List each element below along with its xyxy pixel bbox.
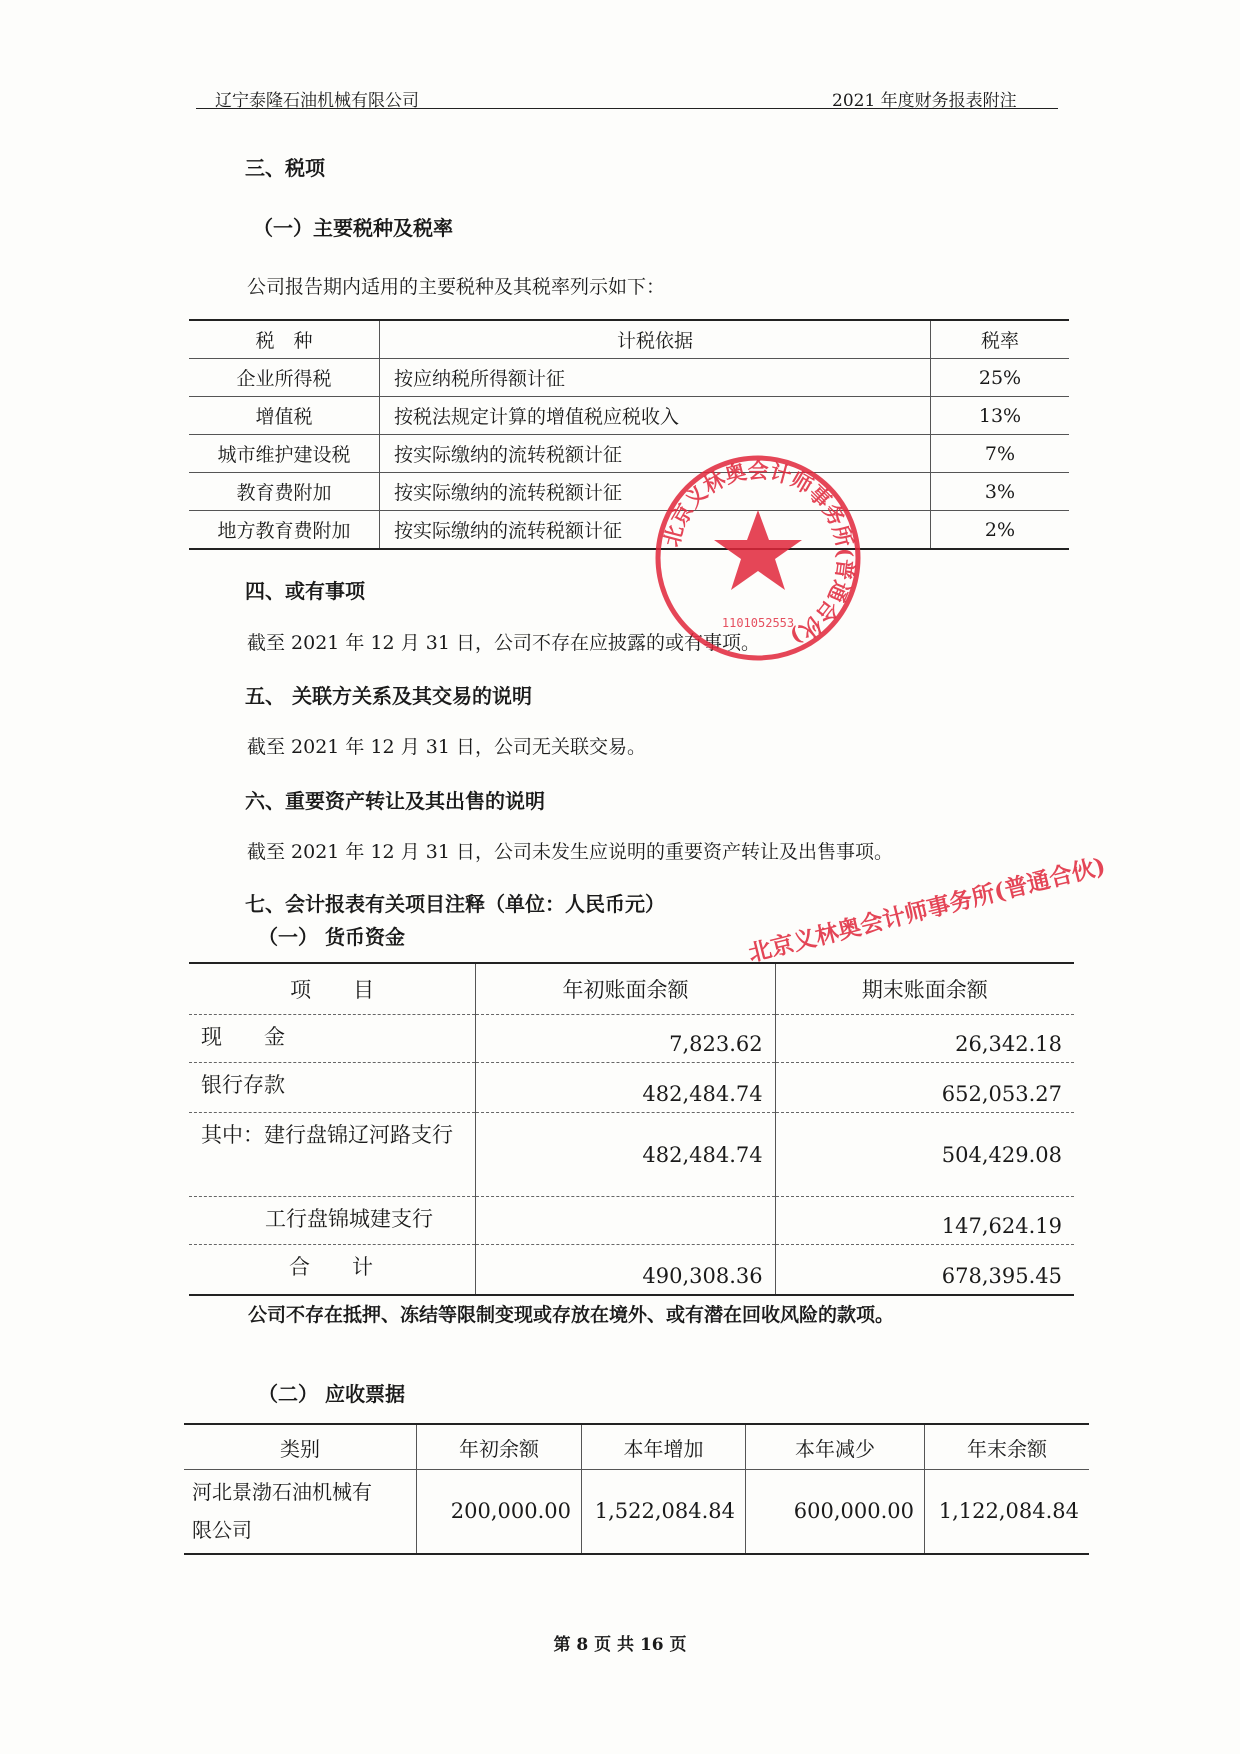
cash-item: 合 计 bbox=[189, 1245, 476, 1295]
page-number: 第 8 页 共 16 页 bbox=[553, 1635, 687, 1655]
cash-begin: 482,484.74 bbox=[476, 1063, 775, 1113]
cash-item: 其中：建行盘锦辽河路支行 bbox=[189, 1113, 476, 1197]
tax-type: 企业所得税 bbox=[189, 359, 380, 397]
cash-item: 现 金 bbox=[189, 1015, 476, 1063]
round-seal-number: 1101052553 bbox=[721, 616, 795, 630]
section-3-title: 三、税项 bbox=[245, 156, 325, 180]
header-cell: 年初账面余额 bbox=[476, 963, 775, 1015]
table-row bbox=[189, 1015, 1074, 1063]
cash-begin: 7,823.62 bbox=[476, 1015, 775, 1063]
table-row bbox=[189, 435, 1069, 473]
table-row bbox=[189, 1245, 1074, 1295]
cash-end: 678,395.45 bbox=[775, 1245, 1074, 1295]
section-5-title: 五、 关联方关系及其交易的说明 bbox=[245, 684, 532, 708]
notes-increase: 1,522,084.84 bbox=[582, 1470, 746, 1554]
notes-end: 1,122,084.84 bbox=[925, 1470, 1090, 1554]
header-cell: 项 目 bbox=[290, 978, 375, 1002]
tax-rate-table bbox=[189, 319, 1069, 550]
section-4-text: 截至 2021 年 12 月 31 日，公司不存在应披露的或有事项。 bbox=[247, 632, 760, 654]
tax-rate: 3% bbox=[931, 473, 1070, 511]
cash-begin: 482,484.74 bbox=[476, 1113, 775, 1197]
table-header-row bbox=[189, 963, 1074, 1015]
section-7-2-title: （二） 应收票据 bbox=[258, 1382, 405, 1406]
section-3-1-title: （一）主要税种及税率 bbox=[253, 216, 453, 240]
cash-end: 26,342.18 bbox=[775, 1015, 1074, 1063]
table-header-row bbox=[189, 320, 1069, 359]
cash-begin bbox=[476, 1197, 775, 1245]
header-report-title: 2021 年度财务报表附注 bbox=[832, 91, 1017, 111]
header-cell: 本年减少 bbox=[746, 1424, 925, 1470]
section-6-title: 六、重要资产转让及其出售的说明 bbox=[245, 789, 545, 813]
header-cell: 年初余额 bbox=[417, 1424, 582, 1470]
table-row bbox=[189, 1113, 1074, 1197]
tax-basis: 按应纳税所得额计征 bbox=[380, 359, 931, 397]
section-7-title: 七、会计报表有关项目注释（单位：人民币元） bbox=[245, 892, 665, 916]
header-rule bbox=[196, 108, 1058, 109]
tax-type: 教育费附加 bbox=[189, 473, 380, 511]
tax-basis: 按税法规定计算的增值税应税收入 bbox=[380, 397, 931, 435]
notes-payer-line1: 河北景渤石油机械有 bbox=[192, 1480, 372, 1505]
table-row bbox=[189, 511, 1069, 550]
rect-seal-text: 北京义林奥会计师事务所(普通合伙) bbox=[745, 852, 1109, 968]
tax-basis: 按实际缴纳的流转税额计征 bbox=[380, 473, 931, 511]
tax-rate: 2% bbox=[931, 511, 1070, 550]
table-row bbox=[189, 473, 1069, 511]
cash-begin: 490,308.36 bbox=[476, 1245, 775, 1295]
tax-type: 城市维护建设税 bbox=[189, 435, 380, 473]
cash-balance-table bbox=[189, 962, 1074, 1296]
header-cell: 年末余额 bbox=[925, 1424, 1090, 1470]
section-4-title: 四、或有事项 bbox=[245, 579, 365, 603]
table-row bbox=[189, 397, 1069, 435]
tax-type: 地方教育费附加 bbox=[189, 511, 380, 550]
tax-rate: 13% bbox=[931, 397, 1070, 435]
table-header-row bbox=[184, 1424, 1089, 1470]
section-7-1-title: （一） 货币资金 bbox=[258, 925, 405, 949]
section-5-text: 截至 2021 年 12 月 31 日，公司无关联交易。 bbox=[247, 736, 646, 758]
rect-seal bbox=[733, 852, 1109, 968]
header-cell: 税 种 bbox=[255, 330, 313, 352]
table-row bbox=[184, 1470, 1089, 1554]
tax-basis: 按实际缴纳的流转税额计征 bbox=[380, 435, 931, 473]
table-row bbox=[189, 359, 1069, 397]
table-row bbox=[189, 1197, 1074, 1245]
tax-rate: 25% bbox=[931, 359, 1070, 397]
header-company: 辽宁泰隆石油机械有限公司 bbox=[215, 91, 419, 111]
cash-end: 504,429.08 bbox=[775, 1113, 1074, 1197]
tax-type: 增值税 bbox=[189, 397, 380, 435]
header-cell: 类别 bbox=[280, 1436, 320, 1461]
cash-item: 工行盘锦城建支行 bbox=[189, 1197, 476, 1245]
table-row bbox=[189, 1063, 1074, 1113]
notes-decrease: 600,000.00 bbox=[746, 1470, 925, 1554]
cash-note: 公司不存在抵押、冻结等限制变现或存放在境外、或有潜在回收风险的款项。 bbox=[248, 1304, 895, 1326]
notes-begin: 200,000.00 bbox=[417, 1470, 582, 1554]
cash-item: 银行存款 bbox=[189, 1063, 476, 1113]
cash-end: 147,624.19 bbox=[775, 1197, 1074, 1245]
tax-basis: 按实际缴纳的流转税额计征 bbox=[380, 511, 931, 550]
notes-payer bbox=[184, 1470, 417, 1554]
notes-receivable-table bbox=[184, 1423, 1089, 1555]
header-cell: 本年增加 bbox=[582, 1424, 746, 1470]
cash-end: 652,053.27 bbox=[775, 1063, 1074, 1113]
round-seal-text: 北京义林奥会计师事务所(普通合伙) bbox=[658, 457, 859, 650]
section-3-intro: 公司报告期内适用的主要税种及其税率列示如下： bbox=[247, 276, 666, 298]
header-cell: 计税依据 bbox=[380, 320, 931, 359]
tax-rate: 7% bbox=[931, 435, 1070, 473]
section-6-text: 截至 2021 年 12 月 31 日，公司未发生应说明的重要资产转让及出售事项。 bbox=[247, 841, 893, 863]
header-cell: 税率 bbox=[931, 320, 1070, 359]
notes-payer-line2: 限公司 bbox=[192, 1518, 252, 1543]
header-cell: 期末账面余额 bbox=[775, 963, 1074, 1015]
